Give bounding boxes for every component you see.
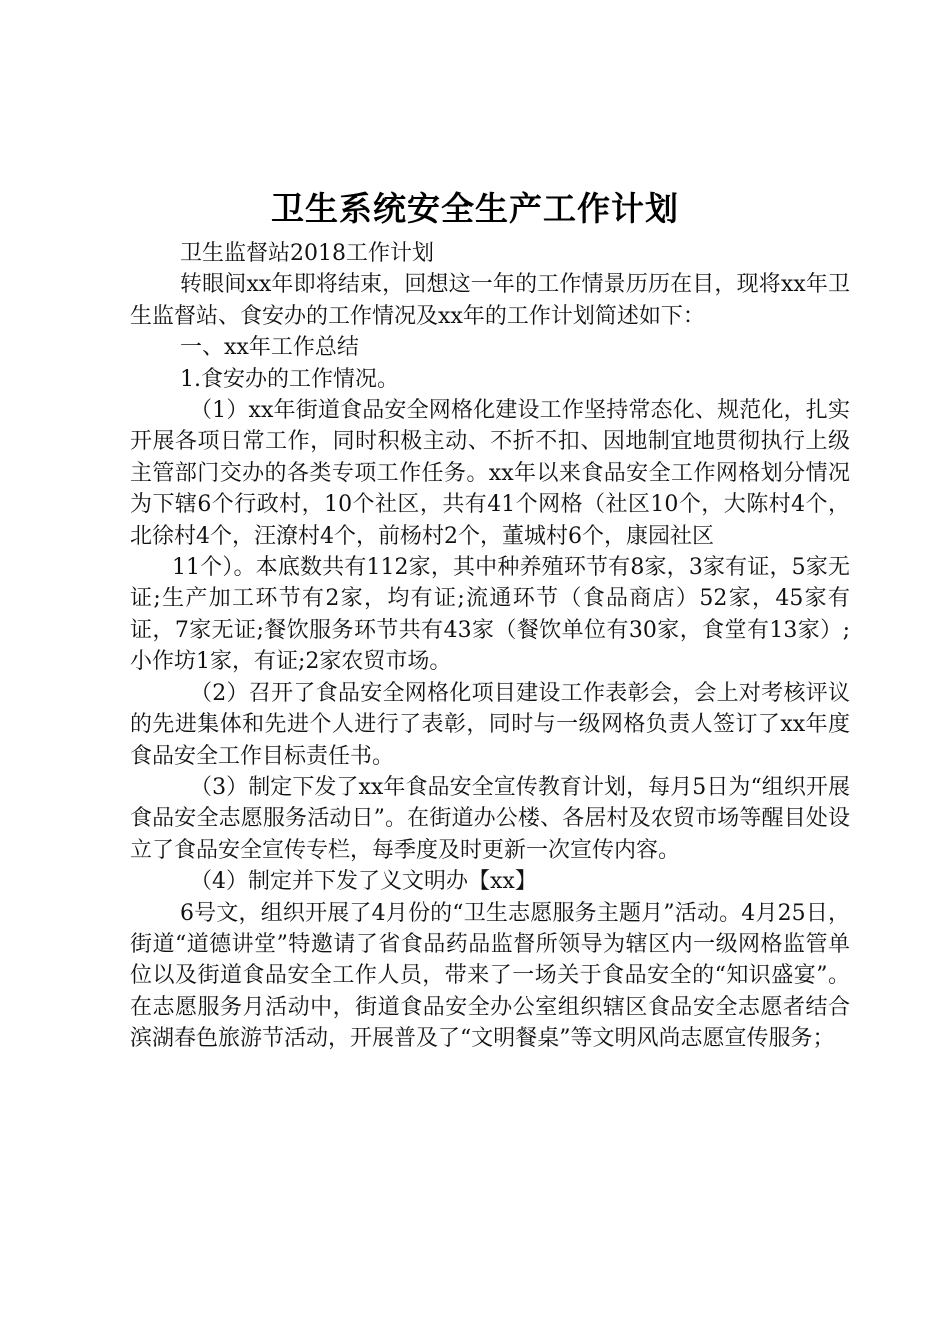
paragraph-item-1-continued: 11个）。本底数共有112家，其中种养殖环节有8家，3家有证，5家无证;生产加工环节有2家，均有证;流通环节（食品商店）52家，45家有证，7家无证;餐饮服务环节共有43家（餐饮单位有30家，食堂有13家）;小作坊1家，有证;2家农贸市场。 (130, 555, 850, 675)
paragraph-item-2: （2）召开了食品安全网格化项目建设工作表彰会，会上对考核评议的先进集体和先进个人进行了表彰，同时与一级网格负责人签订了xx年度食品安全工作目标责任书。 (130, 680, 850, 769)
section-heading: 一、xx年工作总结 (180, 335, 359, 361)
paragraph-item-3: （3）制定下发了xx年食品安全宣传教育计划，每月5日为“组织开展食品安全志愿服务活动日”。在街道办公楼、各居村及农贸市场等醒目处设立了食品安全宣传专栏，每季度及时更新一次宣传内容。 (130, 774, 850, 863)
paragraph-subtitle: 卫生监督站2018工作计划 (180, 241, 434, 266)
document-body (130, 238, 850, 1055)
paragraph-item-1: （1）xx年街道食品安全网格化建设工作坚持常态化、规范化，扎实开展各项日常工作，同时积极主动、不折不扣、因地制宜地贯彻执行上级主管部门交办的各类专项工作任务。xx年以来食品安全工作网格划分情况为下辖6个行政村，10个社区，共有41个网格（社区10个，大陈村4个，北徐村4个，汪潦村4个，前杨村2个，董城村6个，康园社区 (130, 398, 850, 549)
paragraph-intro: 转眼间xx年即将结束，回想这一年的工作情景历历在目，现将xx年卫生监督站、食安办的工作情况及xx年的工作计划简述如下： (130, 272, 850, 329)
paragraph-item-4: （4）制定并下发了义文明办【xx】 (190, 869, 537, 895)
paragraph-item-4-continued: 6号文，组织开展了4月份的“卫生志愿服务主题月”活动。4月25日，街道“道德讲堂”特邀请了省食品药品监督所领导为辖区内一级网格监管单位以及街道食品安全工作人员，带来了一场关于食品安全的“知识盛宴”。在志愿服务月活动中，街道食品安全办公室组织辖区食品安全志愿者结合滨湖春色旅游节活动，开展普及了“文明餐桌”等文明风尚志愿宣传服务； (130, 900, 850, 1052)
document-title: 卫生系统安全生产工作计划 (271, 189, 679, 228)
subsection-heading: 1.食安办的工作情况。 (180, 366, 399, 392)
